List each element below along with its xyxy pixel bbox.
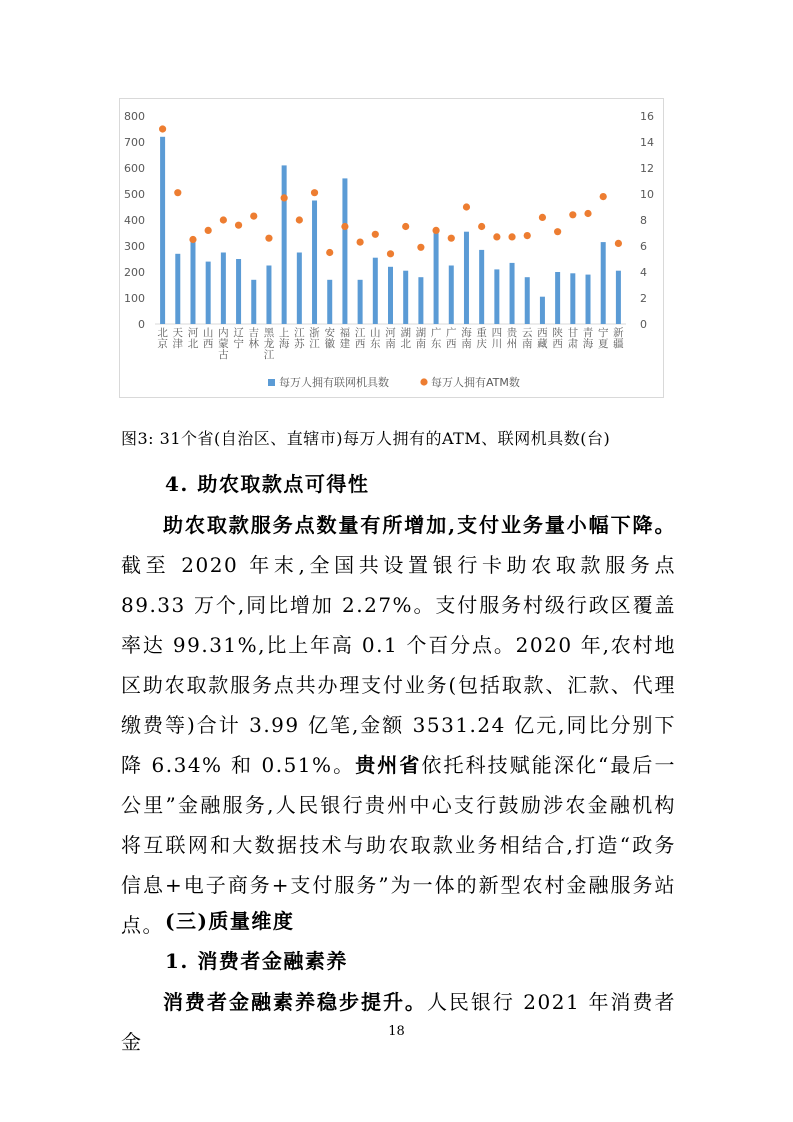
atm-point — [159, 125, 166, 132]
atm-point — [493, 233, 500, 240]
x-tick-label: 陕西 — [552, 327, 563, 350]
y-right-tick-label: 6 — [640, 240, 647, 253]
paragraph-1-lead: 助农取款服务点数量有所增加,支付业务量小幅下降。 — [163, 513, 676, 537]
y-right-tick-label: 4 — [640, 266, 647, 279]
bar — [327, 280, 332, 324]
x-tick-label: 天津 — [172, 327, 184, 350]
bar — [601, 242, 606, 324]
bar — [616, 271, 621, 324]
atm-point — [554, 228, 561, 235]
x-tick-label: 新疆 — [613, 327, 624, 350]
atm-point — [524, 232, 531, 239]
bar — [373, 258, 378, 324]
section-3-heading: (三)质量维度 — [165, 909, 295, 933]
paragraph-1-text: 截至 2020 年末,全国共设置银行卡助农取款服务点 89.33 万个,同比增加 2.27%。支付服务村级行政区覆盖率达 99.31%,比上年高 0.1 个百分点。2020 年,农村地区助农取款服务点共办理支付业务(包括取款、汇款、代理缴费等)合计 3.99 亿笔,金额 3531.24 亿元,同比分别下降 6.34% 和 0.51%。 — [121, 553, 676, 777]
bar — [175, 254, 180, 324]
x-tick-label: 重庆 — [476, 327, 487, 350]
x-tick-label: 广东 — [430, 327, 442, 350]
bar — [510, 263, 515, 324]
section-4-heading: 4. 助农取款点可得性 — [165, 472, 370, 496]
bar — [570, 273, 575, 324]
bar — [403, 271, 408, 324]
atm-point — [584, 210, 591, 217]
x-tick-label: 安徽 — [324, 327, 335, 350]
y-right-tick-label: 14 — [640, 136, 654, 149]
atm-point — [220, 216, 227, 223]
figure-caption: 图3: 31个省(自治区、直辖市)每万人拥有的ATM、联网机具数(台) — [121, 429, 611, 448]
bar — [494, 269, 499, 324]
x-tick-label: 宁夏 — [597, 327, 609, 350]
atm-point — [265, 235, 272, 242]
x-tick-label: 吉林 — [248, 327, 260, 350]
atm-point — [174, 189, 181, 196]
bar — [282, 165, 287, 324]
legend-atm-swatch — [420, 378, 427, 385]
bar — [555, 272, 560, 324]
bar — [251, 280, 256, 324]
bar — [312, 201, 317, 325]
x-tick-label: 甘肃 — [567, 327, 579, 350]
x-tick-label: 山西 — [202, 327, 214, 350]
atm-point — [478, 223, 485, 230]
legend-bar-label: 每万人拥有联网机具数 — [279, 376, 389, 389]
y-left-tick-label: 700 — [124, 136, 145, 149]
subsection-1-heading: 1. 消费者金融素养 — [165, 949, 348, 973]
x-tick-label: 河南 — [385, 327, 396, 350]
atm-point — [539, 214, 546, 221]
y-right-tick-label: 16 — [640, 110, 654, 123]
bar — [221, 253, 226, 325]
y-left-tick-label: 500 — [124, 188, 145, 201]
atm-point — [357, 239, 364, 246]
y-left-tick-label: 200 — [124, 266, 145, 279]
atm-point — [387, 250, 394, 257]
y-left-tick-label: 100 — [124, 292, 145, 305]
y-left-tick-label: 800 — [124, 110, 145, 123]
atm-pos-chart — [120, 99, 665, 399]
y-right-tick-label: 2 — [640, 292, 647, 305]
bar — [358, 280, 363, 324]
paragraph-1-text-2: 依托科技赋能深化“最后一公里”金融服务,人民银行贵州中心支行鼓励涉农金融机构将互联网和大数据技术与助农取款业务相结合,打造“政务信息+电子商务+支付服务”为一体的新型农村金融服务站点。 — [121, 753, 676, 937]
x-tick-label: 福建 — [339, 327, 351, 350]
bar — [434, 233, 439, 324]
x-tick-label: 江西 — [354, 327, 366, 350]
atm-point — [508, 233, 515, 240]
atm-point — [417, 244, 424, 251]
x-tick-label: 广西 — [446, 327, 457, 350]
x-tick-label: 山东 — [370, 327, 381, 350]
atm-point — [326, 249, 333, 256]
x-tick-label: 河北 — [187, 327, 199, 350]
x-tick-label: 浙江 — [309, 327, 320, 350]
atm-point — [235, 222, 242, 229]
atm-point — [250, 213, 257, 220]
bar — [525, 277, 530, 324]
paragraph-2 — [121, 982, 676, 1062]
legend-bar-swatch — [268, 379, 275, 386]
atm-point — [281, 194, 288, 201]
x-tick-label: 西藏 — [537, 327, 548, 350]
bar — [449, 266, 454, 325]
atm-point — [296, 216, 303, 223]
bar — [190, 241, 195, 324]
legend-atm-label: 每万人拥有ATM数 — [431, 376, 520, 389]
atm-point — [311, 189, 318, 196]
paragraph-1 — [121, 505, 676, 945]
x-tick-label: 黑龙江 — [263, 327, 275, 361]
page-number: 18 — [388, 1024, 405, 1039]
paragraph-2-text: 人民银行 2021 年消费者金 — [121, 990, 676, 1054]
atm-point — [189, 236, 196, 243]
atm-point — [205, 227, 212, 234]
y-right-tick-label: 0 — [640, 318, 647, 331]
atm-point — [402, 223, 409, 230]
bar — [388, 267, 393, 324]
guizhou-highlight: 贵州省 — [355, 753, 422, 777]
bar — [418, 277, 423, 324]
x-tick-label: 上海 — [278, 327, 290, 350]
x-tick-label: 海南 — [461, 327, 472, 350]
atm-point — [432, 227, 439, 234]
atm-point — [341, 223, 348, 230]
y-right-tick-label: 10 — [640, 188, 654, 201]
x-tick-label: 湖北 — [400, 327, 411, 350]
x-tick-label: 湖南 — [415, 327, 427, 350]
atm-point — [448, 235, 455, 242]
x-tick-label: 云南 — [521, 327, 533, 350]
atm-point — [600, 193, 607, 200]
bar — [236, 259, 241, 324]
bar — [160, 137, 165, 324]
y-right-tick-label: 12 — [640, 162, 654, 175]
x-tick-label: 贵州 — [506, 327, 518, 350]
bar — [540, 297, 545, 324]
paragraph-2-lead: 消费者金融素养稳步提升。 — [163, 990, 427, 1014]
y-left-tick-label: 300 — [124, 240, 145, 253]
x-tick-label: 青海 — [582, 327, 594, 350]
bar — [586, 275, 591, 324]
x-tick-label: 江苏 — [294, 327, 305, 350]
chart-frame — [119, 98, 664, 398]
x-tick-label: 辽宁 — [233, 327, 244, 350]
atm-point — [569, 211, 576, 218]
atm-point — [615, 240, 622, 247]
y-left-tick-label: 400 — [124, 214, 145, 227]
bar — [266, 266, 271, 325]
x-tick-label: 内蒙古 — [218, 327, 229, 361]
bar — [342, 178, 347, 324]
atm-point — [372, 231, 379, 238]
bar — [479, 250, 484, 324]
x-tick-label: 四川 — [491, 327, 503, 350]
atm-point — [463, 203, 470, 210]
y-left-tick-label: 600 — [124, 162, 145, 175]
x-tick-label: 北京 — [157, 327, 168, 350]
y-left-tick-label: 0 — [138, 318, 145, 331]
bar — [464, 232, 469, 324]
bar — [206, 262, 211, 324]
bar — [297, 253, 302, 325]
y-right-tick-label: 8 — [640, 214, 647, 227]
